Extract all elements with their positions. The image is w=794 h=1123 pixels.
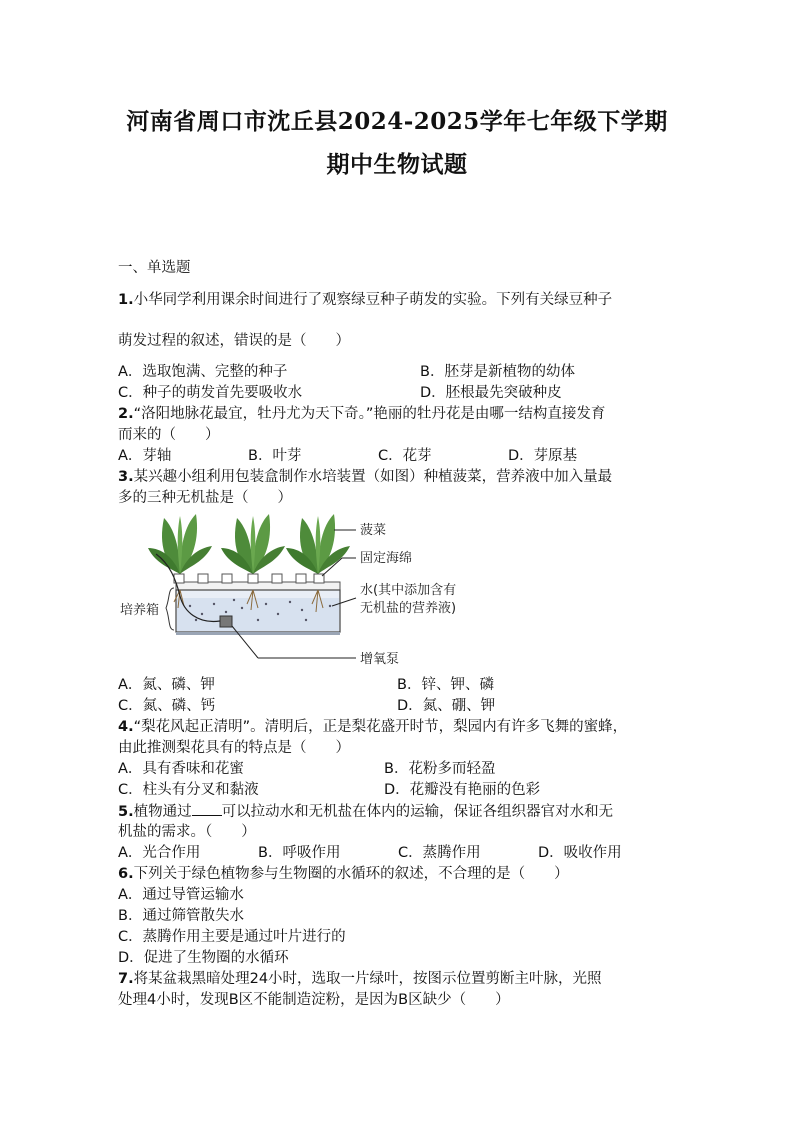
spinach-plant-1	[148, 514, 212, 574]
question-5-number: 5.	[118, 804, 134, 820]
question-5-option-c: C．蒸腾作用	[398, 845, 481, 861]
label-water-line1: 水(其中添加含有	[360, 583, 457, 598]
question-4-stem-text: “梨花风起正清明”。清明后，正是梨花盛开时节，梨园内有许多飞舞的蜜蜂，	[133, 719, 628, 735]
question-3-stem-text: 某兴趣小组利用包装盒制作水培装置（如图）种植菠菜，营养液中加入量最	[133, 469, 613, 485]
question-4-stem-line1	[118, 717, 627, 737]
question-3-option-b: B．锌、钾、磷	[397, 677, 494, 693]
question-2-number: 2.	[118, 406, 134, 422]
question-5-stem-text-a: 植物通过	[133, 804, 192, 820]
question-1-option-b: B．胚芽是新植物的幼体	[420, 364, 575, 380]
question-6-option-b: B．通过筛管散失水	[118, 908, 244, 924]
question-3-option-a: A．氮、磷、钾	[118, 677, 215, 693]
label-fixing-sponge: 固定海绵	[360, 551, 413, 566]
question-2-stem-text: “洛阳地脉花最宜，牡丹尤为天下奇。”艳丽的牡丹花是由哪一结构直接发育	[133, 406, 606, 422]
label-culture-box: 培养箱	[120, 603, 160, 618]
question-5-stem-text-b: 可以拉动水和无机盐在体内的运输，保证各组织器官对水和无	[221, 804, 614, 820]
question-4-option-a: A．具有香味和花蜜	[118, 761, 244, 777]
question-5-stem-line2: 机盐的需求。（ ）	[118, 824, 256, 840]
spinach-plant-3	[286, 514, 350, 574]
question-2-option-b: B．叶芽	[248, 448, 302, 464]
question-5-option-a: A．光合作用	[118, 845, 201, 861]
question-4-option-b: B．花粉多而轻盈	[384, 761, 496, 777]
question-6-option-c: C．蒸腾作用主要是通过叶片进行的	[118, 929, 346, 945]
question-3-stem-line2: 多的三种无机盐是（ ）	[118, 490, 292, 506]
question-5-option-b: B．呼吸作用	[258, 845, 341, 861]
question-2-stem-line1	[118, 404, 605, 424]
question-4-option-d: D．花瓣没有艳丽的色彩	[384, 782, 541, 798]
question-7-number: 7.	[118, 971, 134, 987]
spinach-plant-2	[221, 514, 285, 574]
question-7-stem-line2: 处理4小时，发现B区不能制造淀粉，是因为B区缺少（ ）	[118, 992, 510, 1008]
question-6-option-a: A．通过导管运输水	[118, 887, 244, 903]
question-4-stem-line2: 由此推测梨花具有的特点是（ ）	[118, 740, 350, 756]
question-4-option-c: C．柱头有分叉和黏液	[118, 782, 259, 798]
question-1-option-c: C．种子的萌发首先要吸收水	[118, 385, 303, 401]
question-5-blank	[192, 801, 222, 816]
question-2-option-a: A．芽轴	[118, 448, 172, 464]
hydroponics-diagram	[118, 508, 488, 668]
question-1-stem-line1	[118, 290, 612, 310]
question-1-stem-text: 小华同学利用课余时间进行了观察绿豆种子萌发的实验。下列有关绿豆种子	[133, 292, 613, 308]
question-2-stem-line2: 而来的（ ）	[118, 427, 220, 443]
question-3-option-d: D．氮、硼、钾	[397, 698, 496, 714]
question-2-option-d: D．芽原基	[508, 448, 578, 464]
label-air-pump: 增氧泵	[360, 652, 400, 667]
question-4-number: 4.	[118, 719, 134, 735]
question-1-number: 1.	[118, 292, 134, 308]
question-6-stem-text: 下列关于绿色植物参与生物圈的水循环的叙述，不合理的是（ ）	[133, 866, 569, 882]
air-pump	[220, 616, 232, 627]
question-1-option-a: A．选取饱满、完整的种子	[118, 364, 288, 380]
exam-title-line2: 期中生物试题	[326, 151, 468, 178]
question-1-option-d: D．胚根最先突破种皮	[420, 385, 562, 401]
question-6-number: 6.	[118, 866, 134, 882]
question-5-stem-line1	[118, 801, 613, 822]
question-3-number: 3.	[118, 469, 134, 485]
question-5-option-d: D．吸收作用	[538, 845, 622, 861]
section-heading: 一、单选题	[118, 260, 191, 276]
question-6-stem-line1	[118, 864, 569, 884]
question-1-stem-line2: 萌发过程的叙述，错误的是（ ）	[118, 333, 350, 349]
question-7-stem-line1	[118, 969, 602, 989]
label-spinach: 菠菜	[360, 523, 387, 538]
exam-title-line1: 河南省周口市沈丘县2024-2025学年七年级下学期	[126, 108, 668, 135]
label-water-line2: 无机盐的营养液)	[360, 601, 457, 616]
question-7-stem-text: 将某盆栽黑暗处理24小时，选取一片绿叶，按图示位置剪断主叶脉，光照	[133, 971, 602, 987]
question-2-option-c: C．花芽	[378, 448, 432, 464]
question-3-option-c: C．氮、磷、钙	[118, 698, 216, 714]
question-3-stem-line1	[118, 467, 612, 487]
question-6-option-d: D．促进了生物圈的水循环	[118, 950, 289, 966]
